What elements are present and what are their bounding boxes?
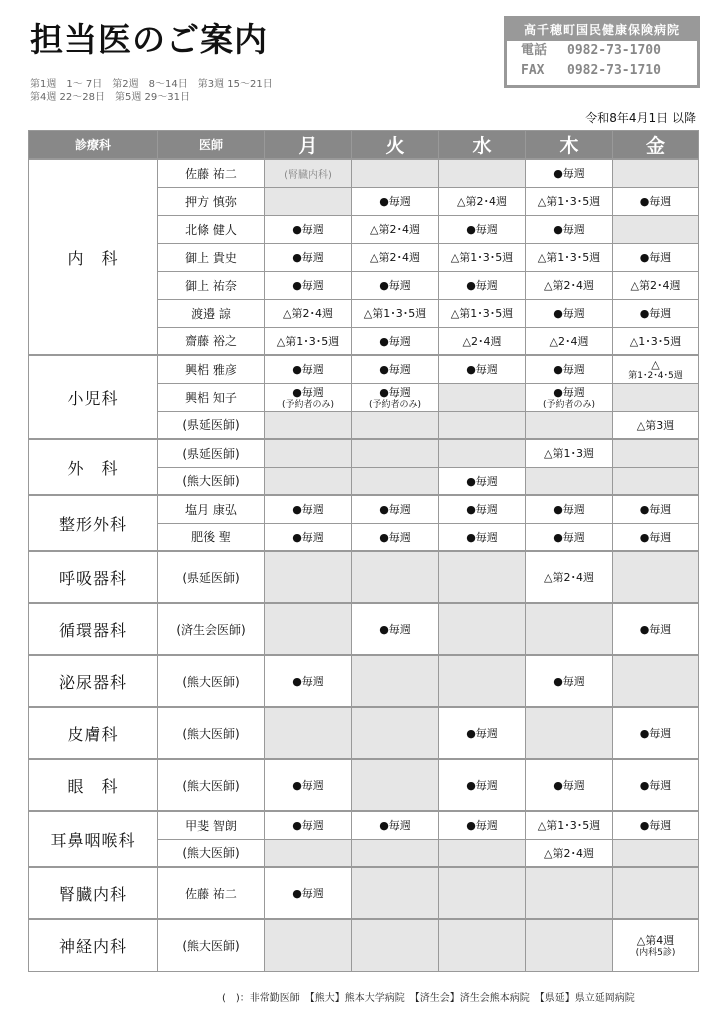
schedule-cell-thu <box>526 327 613 355</box>
schedule-value: ●毎週 <box>553 307 585 320</box>
schedule-cell-fri <box>613 271 699 299</box>
schedule-cell-fri <box>613 867 699 919</box>
schedule-value: △第2･4週 <box>544 571 594 584</box>
schedule-cell-mon <box>265 271 352 299</box>
schedule-cell-wed <box>439 707 526 759</box>
department-cell: 神経内科 <box>29 919 158 971</box>
schedule-value: △第1･3･5週 <box>537 251 601 264</box>
schedule-cell-thu <box>526 495 613 523</box>
schedule-cell-tue <box>352 551 439 603</box>
schedule-cell-fri <box>613 243 699 271</box>
doctor-cell: 御上 貴史 <box>158 243 265 271</box>
department-cell: 眼 科 <box>29 759 158 811</box>
table-row <box>29 867 699 919</box>
schedule-cell-fri <box>613 707 699 759</box>
schedule-value: ●毎週 <box>466 474 498 488</box>
schedule-cell-fri <box>613 327 699 355</box>
tel-label: 電話 <box>521 43 548 58</box>
schedule-cell-wed <box>439 603 526 655</box>
schedule-value: △第1･3･5週 <box>450 307 514 320</box>
doctor-cell: (熊大医師) <box>158 919 265 971</box>
schedule-cell-thu <box>526 707 613 759</box>
schedule-cell-tue <box>352 439 439 467</box>
schedule-cell-tue <box>352 411 439 439</box>
schedule-cell-thu <box>526 523 613 551</box>
department-cell: 整形外科 <box>29 495 158 551</box>
schedule-value: ●毎週 <box>379 195 411 208</box>
schedule-cell-wed <box>439 655 526 707</box>
schedule-cell-mon <box>265 523 352 551</box>
doctor-cell: 佐藤 祐二 <box>158 159 265 187</box>
schedule-cell-mon <box>265 759 352 811</box>
schedule-cell-wed <box>439 467 526 495</box>
schedule-cell-mon <box>265 603 352 655</box>
schedule-value: △第1･3･5週 <box>537 819 601 833</box>
doctor-cell: 肥後 聖 <box>158 523 265 551</box>
schedule-value: ●毎週 <box>639 530 672 544</box>
header-dept: 診療科 <box>29 131 158 160</box>
schedule-cell-thu <box>526 551 613 603</box>
schedule-cell-fri <box>613 759 699 811</box>
table-row <box>29 707 699 759</box>
schedule-cell-mon <box>265 355 352 383</box>
schedule-value: ●毎週 <box>379 363 411 377</box>
schedule-cell-thu <box>526 439 613 467</box>
schedule-cell-fri <box>613 603 699 655</box>
schedule-value: ●毎週 <box>292 386 324 399</box>
schedule-value: △第1･3･5週 <box>363 307 427 320</box>
header-doctor: 医師 <box>158 131 265 160</box>
schedule-table <box>28 130 699 972</box>
schedule-value: ●毎週 <box>466 779 498 792</box>
schedule-value: △第3週 <box>636 418 675 432</box>
schedule-value: ●毎週 <box>292 363 324 377</box>
schedule-value: △第2･4週 <box>370 251 420 264</box>
schedule-cell-wed <box>439 919 526 971</box>
schedule-cell-thu <box>526 159 613 187</box>
schedule-cell-tue <box>352 159 439 187</box>
schedule-cell-thu <box>526 867 613 919</box>
schedule-value: ●毎週 <box>553 386 585 399</box>
schedule-value: ●毎週 <box>379 334 411 348</box>
schedule-cell-tue <box>352 495 439 523</box>
schedule-value: ●毎週 <box>379 530 411 544</box>
schedule-value: ●毎週 <box>466 727 498 740</box>
department-cell: 循環器科 <box>29 603 158 655</box>
schedule-value: ●毎週 <box>292 251 324 264</box>
schedule-cell-thu <box>526 603 613 655</box>
department-cell: 耳鼻咽喉科 <box>29 811 158 867</box>
schedule-body <box>29 159 699 971</box>
schedule-cell-mon <box>265 467 352 495</box>
schedule-cell-wed <box>439 215 526 243</box>
schedule-cell-thu <box>526 299 613 327</box>
schedule-value: ●毎週 <box>639 727 672 740</box>
schedule-value: ●毎週 <box>292 503 324 517</box>
schedule-cell-fri <box>613 551 699 603</box>
doctor-cell: 押方 慎弥 <box>158 187 265 215</box>
schedule-value: △1･3･5週 <box>629 334 682 348</box>
schedule-value: △第1･3･5週 <box>276 334 340 348</box>
table-row <box>29 551 699 603</box>
schedule-cell-wed <box>439 495 526 523</box>
hospital-info-box <box>504 16 700 88</box>
table-row <box>29 811 699 839</box>
schedule-cell-tue <box>352 215 439 243</box>
footer-legend: ( )：非常勤医師 【熊大】熊本大学病院 【済生会】済生会熊本病院 【県延】県立延岡病院 <box>222 993 635 1004</box>
schedule-cell-fri <box>613 299 699 327</box>
schedule-note: (予約者のみ) <box>368 400 422 410</box>
department-cell: 内 科 <box>29 159 158 355</box>
schedule-cell-mon <box>265 215 352 243</box>
schedule-value: ●毎週 <box>466 279 498 292</box>
schedule-value: ●毎週 <box>466 223 498 236</box>
schedule-cell-tue <box>352 299 439 327</box>
schedule-cell-fri <box>613 159 699 187</box>
schedule-value: ●毎週 <box>639 195 672 208</box>
schedule-cell-fri <box>613 355 699 383</box>
schedule-value: ●毎週 <box>553 363 585 377</box>
schedule-cell-fri <box>613 839 699 867</box>
schedule-value: △2･4週 <box>462 334 502 348</box>
schedule-value: ●毎週 <box>553 223 585 236</box>
schedule-cell-tue <box>352 839 439 867</box>
schedule-value: ●毎週 <box>292 819 324 833</box>
schedule-cell-wed <box>439 355 526 383</box>
schedule-cell-tue <box>352 759 439 811</box>
schedule-cell-fri <box>613 655 699 707</box>
schedule-cell-mon <box>265 919 352 971</box>
schedule-value: ●毎週 <box>553 530 585 544</box>
doctor-cell: 塩月 康弘 <box>158 495 265 523</box>
doctor-cell: (熊大医師) <box>158 467 265 495</box>
schedule-value: △第2･4週 <box>370 223 420 236</box>
schedule-value: ●毎週 <box>292 279 324 292</box>
schedule-cell-tue <box>352 603 439 655</box>
schedule-cell-wed <box>439 243 526 271</box>
schedule-cell-wed <box>439 411 526 439</box>
schedule-cell-mon <box>265 707 352 759</box>
schedule-note: 第1･2･4･5週 <box>628 370 683 381</box>
schedule-cell-fri <box>613 919 699 971</box>
schedule-cell-fri <box>613 187 699 215</box>
schedule-value: ●毎週 <box>466 503 498 517</box>
doctor-cell: (県延医師) <box>158 411 265 439</box>
schedule-value: △第2･4週 <box>283 307 333 320</box>
schedule-value: △第2･4週 <box>630 279 681 292</box>
schedule-value: ●毎週 <box>639 503 672 517</box>
doctor-cell: 興梠 知子 <box>158 383 265 411</box>
schedule-cell-tue <box>352 355 439 383</box>
schedule-value: ●毎週 <box>379 819 411 833</box>
schedule-cell-mon <box>265 655 352 707</box>
header-fri: 金 <box>613 131 699 160</box>
schedule-value: ●毎週 <box>292 675 324 688</box>
schedule-cell-thu <box>526 839 613 867</box>
schedule-cell-wed <box>439 327 526 355</box>
schedule-cell-thu <box>526 759 613 811</box>
doctor-cell: (熊大医師) <box>158 707 265 759</box>
schedule-cell-tue <box>352 523 439 551</box>
fax-number: 0982-73-1710 <box>567 63 661 78</box>
schedule-cell-mon <box>265 243 352 271</box>
schedule-note: (予約者のみ) <box>281 400 335 410</box>
schedule-cell-mon <box>265 811 352 839</box>
schedule-cell-tue <box>352 327 439 355</box>
schedule-cell-fri <box>613 811 699 839</box>
schedule-cell-thu <box>526 215 613 243</box>
doctor-cell: 北條 健人 <box>158 215 265 243</box>
schedule-cell-fri <box>613 215 699 243</box>
schedule-cell-fri <box>613 383 699 411</box>
hospital-name: 高千穂町国民健康保険病院 <box>507 19 697 41</box>
doctor-cell: 齋藤 裕之 <box>158 327 265 355</box>
schedule-value: △第1･3週 <box>544 447 594 461</box>
schedule-value: ●毎週 <box>553 779 585 792</box>
schedule-cell-thu <box>526 655 613 707</box>
table-row <box>29 655 699 707</box>
schedule-cell-tue <box>352 271 439 299</box>
schedule-cell-thu <box>526 467 613 495</box>
schedule-cell-tue <box>352 867 439 919</box>
schedule-cell-thu <box>526 411 613 439</box>
schedule-value: ●毎週 <box>466 363 498 377</box>
schedule-cell-tue <box>352 243 439 271</box>
department-cell: 小児科 <box>29 355 158 439</box>
tel-number: 0982-73-1700 <box>567 43 661 58</box>
schedule-value: ●毎週 <box>379 279 411 292</box>
table-row <box>29 603 699 655</box>
schedule-cell-thu <box>526 271 613 299</box>
schedule-cell-wed <box>439 551 526 603</box>
schedule-cell-thu <box>526 243 613 271</box>
schedule-value: ●毎週 <box>553 675 585 688</box>
schedule-cell-mon <box>265 495 352 523</box>
schedule-value: ●毎週 <box>379 386 411 399</box>
department-cell: 腎臓内科 <box>29 867 158 919</box>
schedule-value: △第4週 <box>636 934 675 948</box>
schedule-cell-mon <box>265 867 352 919</box>
schedule-value: ●毎週 <box>639 251 672 264</box>
schedule-value: ●毎週 <box>553 503 585 517</box>
schedule-cell-fri <box>613 523 699 551</box>
schedule-value: ●毎週 <box>292 223 324 236</box>
schedule-cell-wed <box>439 811 526 839</box>
department-cell: 呼吸器科 <box>29 551 158 603</box>
schedule-cell-thu <box>526 811 613 839</box>
schedule-value: △2･4週 <box>549 334 589 348</box>
doctor-cell: (済生会医師) <box>158 603 265 655</box>
schedule-cell-wed <box>439 271 526 299</box>
hospital-fax <box>507 61 697 81</box>
header-thu: 木 <box>526 131 613 160</box>
schedule-cell-wed <box>439 439 526 467</box>
effective-date: 令和8年4月1日 以降 <box>585 111 696 125</box>
header-wed: 水 <box>439 131 526 160</box>
schedule-value: ●毎週 <box>639 623 672 636</box>
doctor-cell: 佐藤 祐二 <box>158 867 265 919</box>
schedule-value: ●毎週 <box>553 167 585 181</box>
doctor-cell: 興梠 雅彦 <box>158 355 265 383</box>
schedule-value: △第1･3･5週 <box>450 251 514 264</box>
schedule-cell-tue <box>352 655 439 707</box>
schedule-value: △第1･3･5週 <box>537 195 601 208</box>
week-legend <box>30 78 273 104</box>
schedule-cell-fri <box>613 495 699 523</box>
schedule-value: (腎臓内科) <box>284 169 332 181</box>
header-mon: 月 <box>265 131 352 160</box>
table-row <box>29 159 699 187</box>
schedule-cell-mon <box>265 187 352 215</box>
department-cell: 泌尿器科 <box>29 655 158 707</box>
schedule-cell-thu <box>526 355 613 383</box>
week-legend-line2: 第4週 22～28日 第5週 29～31日 <box>30 92 190 103</box>
schedule-value: △第2･4週 <box>544 846 594 860</box>
schedule-value: ●毎週 <box>466 819 498 833</box>
header-tue: 火 <box>352 131 439 160</box>
doctor-cell: (熊大医師) <box>158 839 265 867</box>
table-row <box>29 355 699 383</box>
schedule-cell-wed <box>439 759 526 811</box>
doctor-cell: 渡邉 諒 <box>158 299 265 327</box>
schedule-cell-mon <box>265 383 352 411</box>
schedule-cell-fri <box>613 411 699 439</box>
schedule-cell-thu <box>526 187 613 215</box>
doctor-cell: (熊大医師) <box>158 759 265 811</box>
schedule-cell-tue <box>352 467 439 495</box>
schedule-cell-wed <box>439 299 526 327</box>
schedule-value: ●毎週 <box>466 530 498 544</box>
schedule-cell-mon <box>265 411 352 439</box>
schedule-cell-thu <box>526 919 613 971</box>
table-row <box>29 495 699 523</box>
schedule-cell-mon <box>265 159 352 187</box>
doctor-cell: 甲斐 智朗 <box>158 811 265 839</box>
department-cell: 外 科 <box>29 439 158 495</box>
schedule-value: ●毎週 <box>639 819 672 833</box>
schedule-cell-mon <box>265 551 352 603</box>
schedule-cell-mon <box>265 439 352 467</box>
fax-label: FAX <box>521 63 545 78</box>
schedule-value: ●毎週 <box>379 623 411 636</box>
table-row <box>29 919 699 971</box>
schedule-value: ●毎週 <box>292 530 324 544</box>
header-row <box>29 131 699 160</box>
table-row <box>29 759 699 811</box>
schedule-value: ●毎週 <box>639 307 672 320</box>
schedule-value: ●毎週 <box>639 779 672 792</box>
schedule-cell-wed <box>439 523 526 551</box>
schedule-value: ●毎週 <box>292 779 324 792</box>
schedule-cell-tue <box>352 707 439 759</box>
doctor-cell: (県延医師) <box>158 551 265 603</box>
schedule-value: ●毎週 <box>292 887 324 900</box>
schedule-cell-wed <box>439 867 526 919</box>
doctor-cell: (県延医師) <box>158 439 265 467</box>
table-row <box>29 439 699 467</box>
schedule-cell-fri <box>613 439 699 467</box>
schedule-cell-wed <box>439 187 526 215</box>
schedule-value: ●毎週 <box>379 503 411 517</box>
week-legend-line1: 第1週 1～ 7日 第2週 8～14日 第3週 15～21日 <box>30 79 273 90</box>
schedule-cell-tue <box>352 187 439 215</box>
schedule-note: (内科5診) <box>635 948 676 959</box>
schedule-value: △第2･4週 <box>544 279 594 292</box>
doctor-cell: 御上 祐奈 <box>158 271 265 299</box>
schedule-cell-wed <box>439 839 526 867</box>
schedule-note: (予約者のみ) <box>542 400 596 410</box>
department-cell: 皮膚科 <box>29 707 158 759</box>
schedule-cell-tue <box>352 811 439 839</box>
schedule-cell-tue <box>352 919 439 971</box>
schedule-cell-mon <box>265 299 352 327</box>
page-title: 担当医のご案内 <box>30 20 268 59</box>
hospital-tel <box>507 41 697 61</box>
schedule-value: △ <box>651 357 660 371</box>
schedule-cell-wed <box>439 159 526 187</box>
schedule-cell-wed <box>439 383 526 411</box>
schedule-value: △第2･4週 <box>457 195 507 208</box>
schedule-cell-fri <box>613 467 699 495</box>
schedule-cell-thu <box>526 383 613 411</box>
schedule-cell-tue <box>352 383 439 411</box>
schedule-cell-mon <box>265 327 352 355</box>
schedule-cell-mon <box>265 839 352 867</box>
doctor-cell: (熊大医師) <box>158 655 265 707</box>
